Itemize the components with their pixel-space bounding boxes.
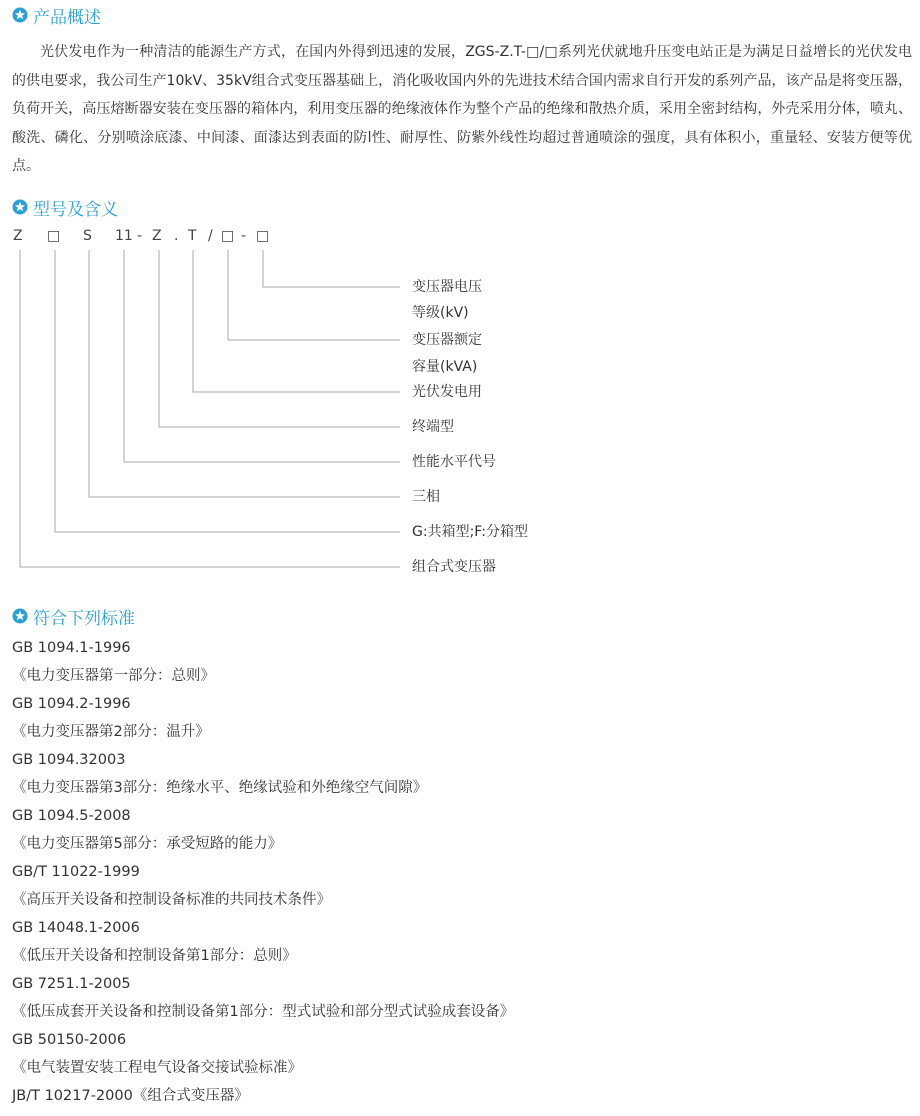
code-char: . [174,228,179,244]
standard-code: JB/T 10217-2000《组合式变压器》 [12,1088,249,1104]
code-char: - [137,228,143,244]
standard-title: 《电力变压器第2部分：温升》 [12,724,210,740]
code-char: Z [152,228,162,244]
standard-code: GB/T 11022-1999 [12,864,140,880]
standard-code: GB 1094.32003 [12,752,126,768]
code-char: 11 [115,228,133,244]
standard-code: GB 1094.2-1996 [12,696,131,712]
standard-title: 《低压开关设备和控制设备第1部分：总则》 [12,948,297,964]
section-title-text: 符合下列标准 [33,608,135,629]
code-char: □ [221,228,235,244]
code-char: - [241,228,247,244]
code-char: / [208,228,213,244]
code-char: Z [13,228,23,244]
meaning-label: G:共箱型;F:分箱型 [412,524,528,540]
section-title-text: 型号及含义 [33,199,118,220]
standard-title: 《电力变压器第3部分：绝缘水平、绝缘试验和外绝缘空气间隙》 [12,780,428,796]
standard-code: GB 50150-2006 [12,1032,127,1048]
code-char: T [188,228,197,244]
standard-title: 《高压开关设备和控制设备标准的共同技术条件》 [12,892,331,908]
meaning-label: 等级(kV) [412,305,469,321]
standard-code: GB 1094.1-1996 [12,640,131,656]
standard-code: GB 7251.1-2005 [12,976,131,992]
standard-code: GB 1094.5-2008 [12,808,131,824]
meaning-label: 变压器额定 [412,332,482,348]
meaning-label: 三相 [412,489,440,505]
star-circle-icon [12,608,28,624]
code-char: □ [47,228,61,244]
meaning-label: 性能水平代号 [412,454,496,470]
standard-code: GB 14048.1-2006 [12,920,140,936]
meaning-label: 组合式变压器 [412,559,496,575]
standard-title: 《电气装置安装工程电气设备交接试验标准》 [12,1060,302,1076]
meaning-label: 终端型 [412,419,454,435]
meaning-label: 光伏发电用 [412,384,482,400]
meaning-label: 变压器电压 [412,279,482,295]
meaning-label: 容量(kVA) [412,359,478,375]
code-char: □ [256,228,270,244]
overview-paragraph: 光伏发电作为一种清洁的能源生产方式，在国内外得到迅速的发展，ZGS-Z.T-□/□系列光伏就地升压变电站正是为满足日益增长的光伏发电的供电要求，我公司生产10kV、35kV组合式变压器基础上，消化吸收国内外的先进技术结合国内需求自行开发的系列产品，该产品是将变压器，负荷开关，高压熔断器安装在变压器的箱体内，利用变压器的绝缘液体作为整个产品的绝缘和散热介质，采用全密封结构，外壳采用分体，喷丸、酸洗、磷化、分别喷涂底漆、中间漆、面漆达到表面的防l性、耐厚性、防紫外线性均超过普通喷涂的强度，具有体积小，重量轻、安装方便等优点。 [12,44,912,174]
section-title-standards [12,603,135,629]
code-char: S [83,228,92,244]
section-title-text: 产品概述 [33,7,101,28]
standard-title: 《低压成套开关设备和控制设备第1部分：型式试验和部分型式试验成套设备》 [12,1004,515,1020]
standard-title: 《电力变压器第一部分：总则》 [12,668,215,684]
standard-title: 《电力变压器第5部分：承受短路的能力》 [12,836,283,852]
